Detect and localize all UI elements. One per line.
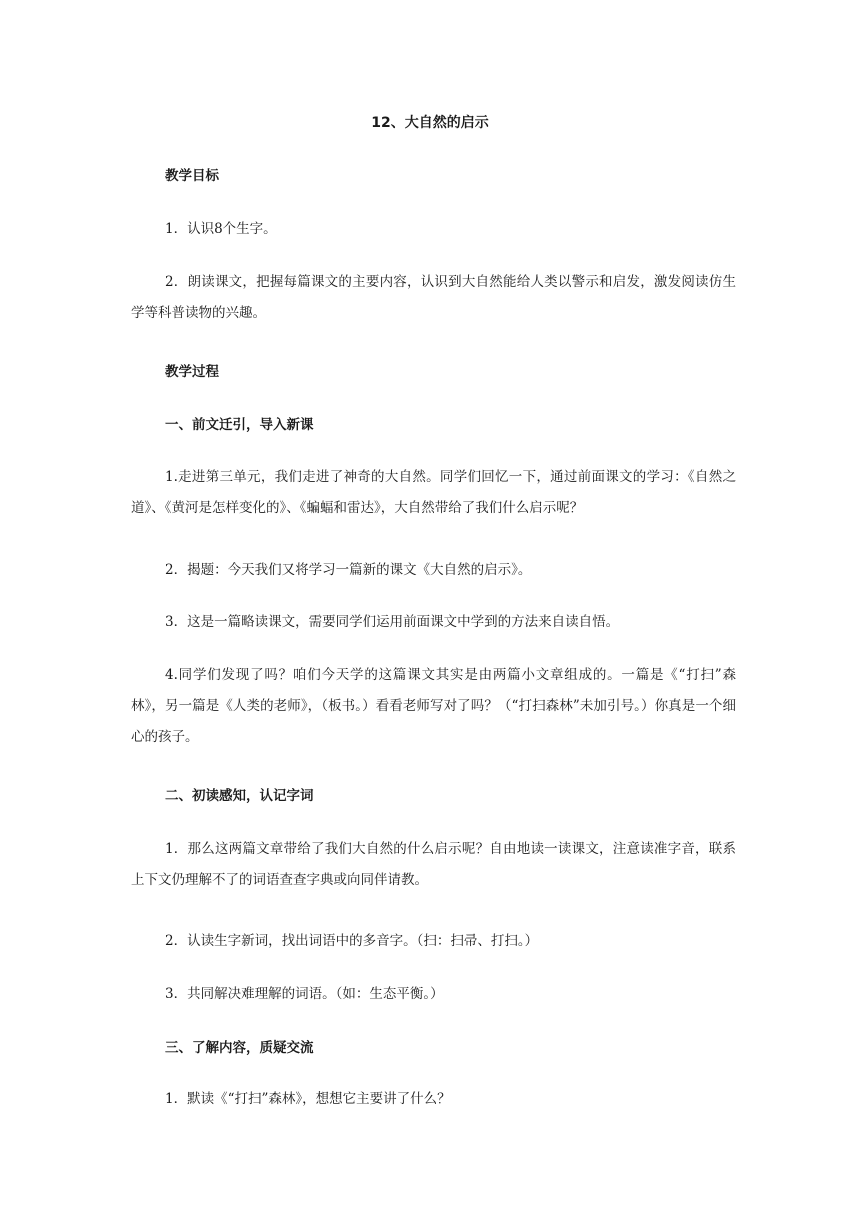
heading-teaching-goals: 教学目标: [165, 168, 219, 184]
section3-item-1: 1．默读《“打扫”森林》，想想它主要讲了什么？: [165, 1091, 451, 1107]
goal-item-1: 1．认识8个生字。: [165, 221, 277, 237]
section1-item-1: 1.走进第三单元，我们走进了神奇的大自然。同学们回忆一下，通过前面课文的学习：《自然之道》、《黄河是怎样变化的》、《蝙蝠和雷达》，大自然带给了我们什么启示呢？: [131, 469, 736, 516]
section2-item-1: 1．那么这两篇文章带给了我们大自然的什么启示呢？自由地读一读课文，注意读准字音，联系上下文仍理解不了的词语查查字典或向同伴请教。: [131, 841, 736, 888]
section2-item-3: 3．共同解决难理解的词语。（如：生态平衡。）: [165, 986, 444, 1002]
section-heading-3: 三、了解内容，质疑交流: [165, 1040, 314, 1056]
section1-item-3: 3．这是一篇略读课文，需要同学们运用前面课文中学到的方法来自读自悟。: [165, 614, 620, 630]
section-heading-2: 二、初读感知，认记字词: [165, 788, 314, 804]
section1-item-2: 2．揭题：今天我们又将学习一篇新的课文《大自然的启示》。: [165, 562, 532, 578]
document-title: 12、大自然的启示: [371, 115, 489, 131]
section2-item-2: 2．认读生字新词，找出词语中的多音字。（扫：扫帚、打扫。）: [165, 933, 539, 949]
section-heading-1: 一、前文迁引，导入新课: [165, 417, 314, 433]
section1-item-4: 4.同学们发现了吗？咱们今天学的这篇课文其实是由两篇小文章组成的。一篇是《“打扫”森林》，另一篇是《人类的老师》，（板书。）看看老师写对了吗？（“打扫森林”未加引号。）你真是一个细心的孩子。: [131, 667, 736, 745]
heading-teaching-process: 教学过程: [165, 364, 219, 380]
goal-item-2: 2．朗读课文，把握每篇课文的主要内容，认识到大自然能给人类以警示和启发，激发阅读仿生学等科普读物的兴趣。: [131, 274, 736, 321]
